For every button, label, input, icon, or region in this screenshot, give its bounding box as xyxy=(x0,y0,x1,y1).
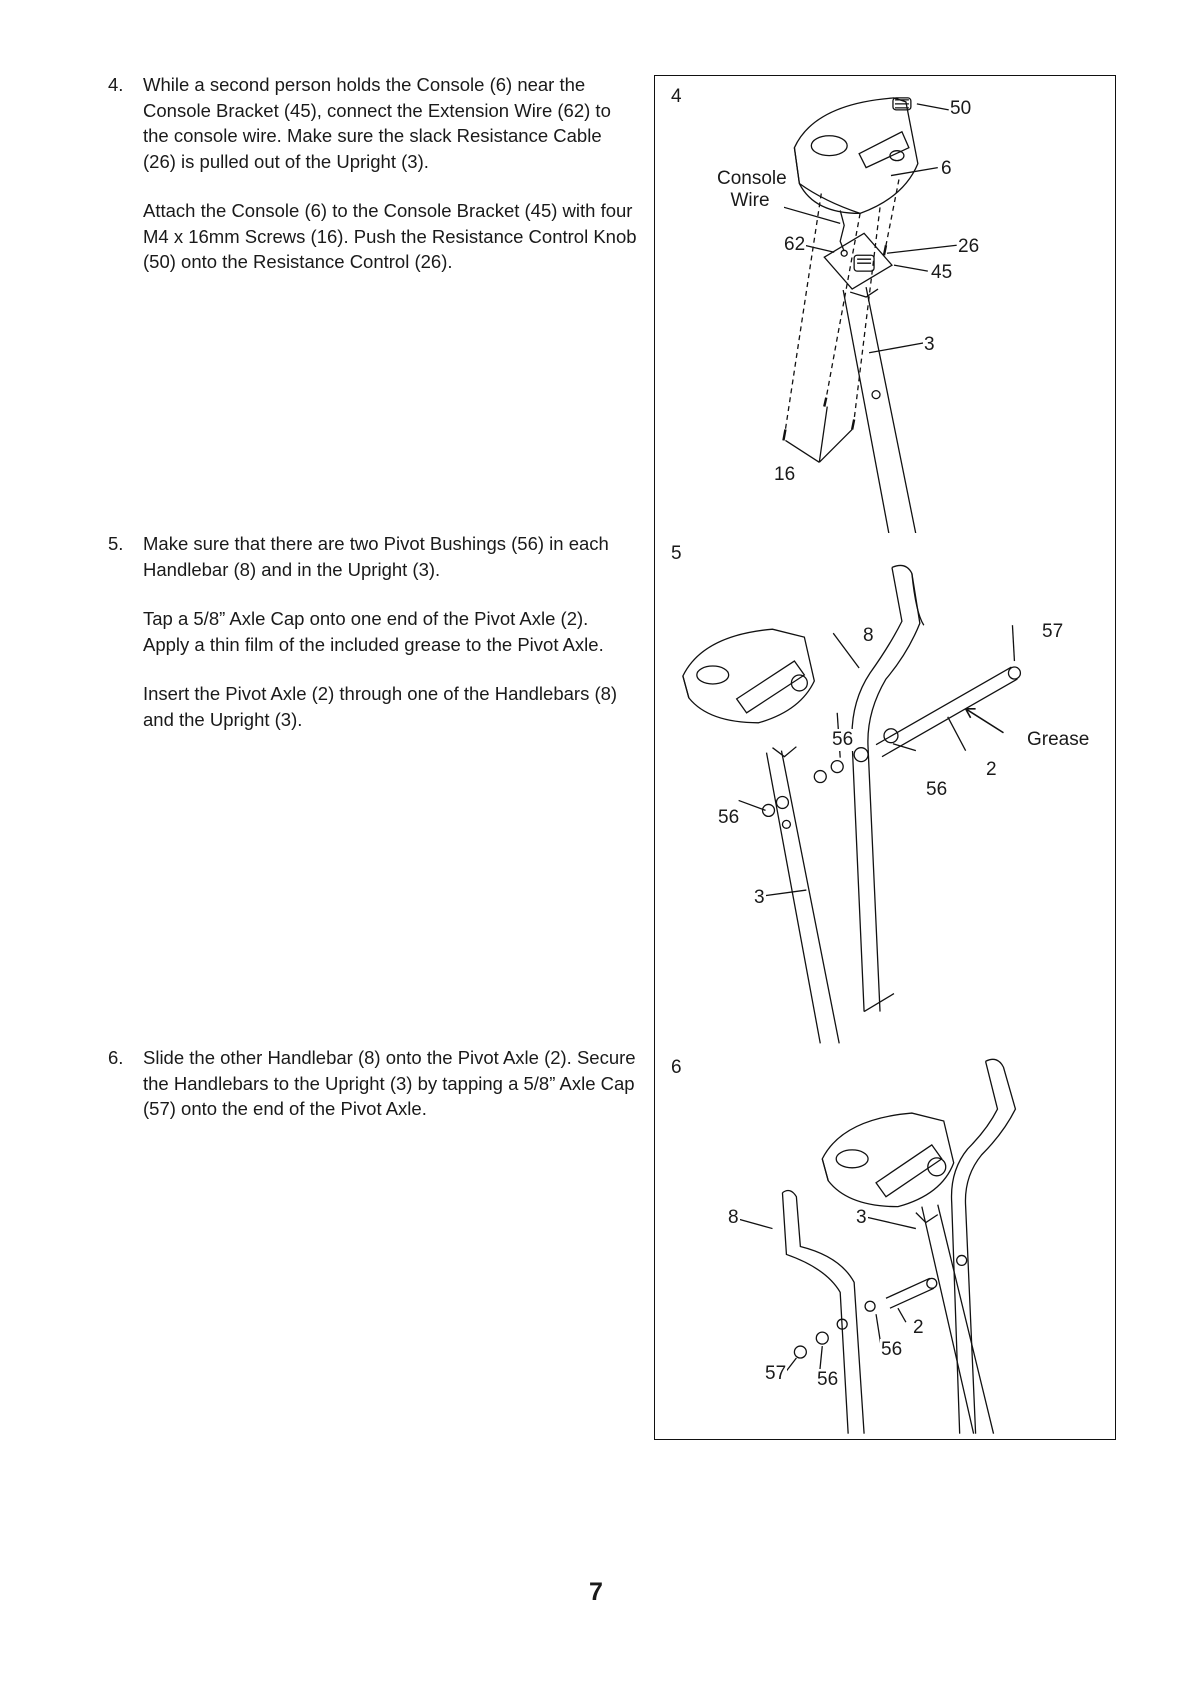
callout-label: 56 xyxy=(832,729,854,750)
figure-number: 5 xyxy=(671,543,682,564)
callout-label: 45 xyxy=(931,262,953,283)
step-paragraph: Attach the Console (6) to the Console Bracket (45) with four M4 x 16mm Screws (16). Push the Resistance Control Knob (50) onto the Resistance Control (26). xyxy=(143,200,637,272)
callout-label: 56 xyxy=(817,1369,839,1390)
step-4 xyxy=(108,72,638,275)
figure-6-drawing xyxy=(655,1047,1115,1439)
callout-label: 16 xyxy=(774,464,796,485)
callout-label: 6 xyxy=(941,158,952,179)
callout-label: 57 xyxy=(1042,621,1064,642)
callout-label: 8 xyxy=(728,1207,739,1228)
page-number: 7 xyxy=(589,1578,603,1606)
figure-4-panel xyxy=(654,75,1116,535)
callout-label: Grease xyxy=(1027,729,1090,750)
step-paragraph: Slide the other Handlebar (8) onto the Pivot Axle (2). Secure the Handlebars to the Upright (3) by tapping a 5/8” Axle Cap (57) onto the end of the Pivot Axle. xyxy=(143,1047,636,1119)
step-number: 6. xyxy=(108,1047,124,1068)
figure-number: 4 xyxy=(671,86,682,107)
step-paragraph: While a second person holds the Console (6) near the Console Bracket (45), connect the Extension Wire (62) to the console wire. Make sure the slack Resistance Cable (26) is pulled out of the Upright (3). xyxy=(143,74,611,172)
figure-4-drawing xyxy=(655,76,1115,534)
callout-label: 56 xyxy=(881,1339,903,1360)
step-paragraph: Insert the Pivot Axle (2) through one of the Handlebars (8) and the Upright (3). xyxy=(143,683,618,730)
step-number: 4. xyxy=(108,74,124,95)
callout-label: 8 xyxy=(863,625,874,646)
step-paragraph: Make sure that there are two Pivot Bushings (56) in each Handlebar (8) and in the Upright (3). xyxy=(143,533,609,580)
callout-label: 2 xyxy=(913,1317,924,1338)
callout-label: 26 xyxy=(958,236,980,257)
callout-label: 50 xyxy=(950,98,972,119)
callout-label: 57 xyxy=(765,1363,787,1384)
callout-label: 3 xyxy=(924,334,935,355)
step-6 xyxy=(108,1045,638,1122)
step-paragraph: Tap a 5/8” Axle Cap onto one end of the Pivot Axle (2). Apply a thin film of the included grease to the Pivot Axle. xyxy=(143,608,604,655)
step-number: 5. xyxy=(108,533,124,554)
figure-5-panel xyxy=(654,533,1116,1048)
callout-label: 56 xyxy=(926,779,948,800)
callout-label: 62 xyxy=(784,234,806,255)
figure-5-drawing xyxy=(655,533,1115,1047)
step-5 xyxy=(108,531,638,732)
figure-number: 6 xyxy=(671,1057,682,1078)
callout-label: 3 xyxy=(754,887,765,908)
callout-label: 56 xyxy=(718,807,740,828)
callout-label: Console Wire xyxy=(717,168,787,211)
figure-6-panel xyxy=(654,1047,1116,1440)
callout-label: 3 xyxy=(856,1207,867,1228)
callout-label: 2 xyxy=(986,759,997,780)
